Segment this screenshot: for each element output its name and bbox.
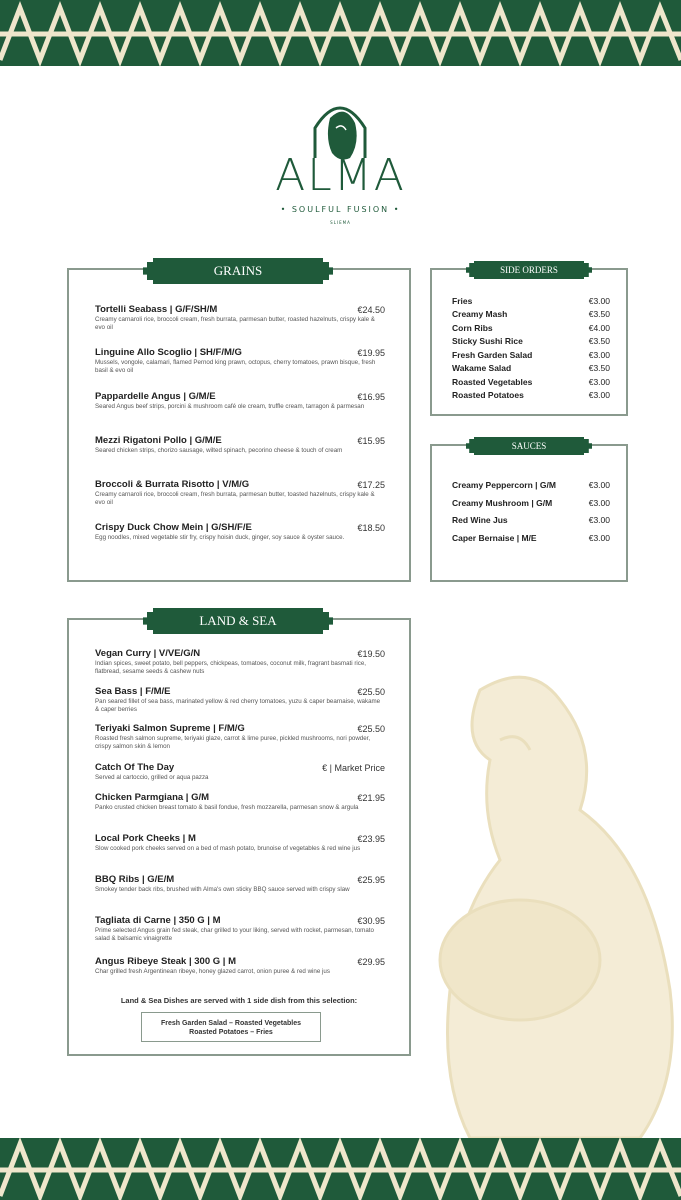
item-desc: Pan seared fillet of sea bass, marinated yellow & red cherry tomatoes, yuzu & caper bearnaise, wakame & caper berries [95, 698, 381, 713]
list-item [452, 515, 610, 525]
item-price: €17.25 [357, 480, 385, 490]
sauces-section [430, 441, 628, 582]
item-desc: Egg noodles, mixed vegetable stir fry, crispy hoisin duck, ginger, soy sauce & oyster sauce. [95, 534, 345, 541]
list-item [452, 309, 610, 319]
item-desc: Panko crusted chicken breast tomato & basil fondue, fresh mozzarella, parmesan snow & argula [95, 804, 359, 811]
grains-section [67, 263, 411, 582]
item-name: Corn Ribs [452, 323, 493, 333]
item-name: Teriyaki Salmon Supreme | F/M/G [95, 723, 245, 734]
item-price: €30.95 [357, 916, 385, 926]
item-name: Sticky Sushi Rice [452, 336, 523, 346]
item-desc: Mussels, vongole, calamari, flamed Pernod king prawn, octopus, cherry tomatoes, prawn bisque, fresh basil & evo oil [95, 359, 376, 374]
item-desc: Indian spices, sweet potato, bell peppers, chickpeas, tomatoes, coconut milk, fragrant basmati rice, flatbread, sesame seeds & cashew nuts [95, 660, 367, 675]
item-price: €25.50 [357, 687, 385, 697]
list-item [95, 391, 385, 411]
list-item [95, 915, 385, 943]
item-name: Sea Bass | F/M/E [95, 686, 171, 697]
item-price: €3.00 [588, 390, 610, 400]
item-price: €3.00 [588, 515, 610, 525]
list-item [95, 833, 385, 853]
brand-location: SLIEMA [330, 220, 351, 225]
list-item [95, 435, 385, 455]
item-price: €3.00 [588, 498, 610, 508]
item-name: Caper Bernaise | M/E [452, 533, 537, 543]
cockatoo-watermark-icon [410, 660, 681, 1138]
item-price: €25.95 [357, 875, 385, 885]
item-price: €3.00 [588, 296, 610, 306]
item-price: €23.95 [357, 834, 385, 844]
item-name: Roasted Vegetables [452, 377, 533, 387]
item-name: Tortelli Seabass | G/F/SH/M [95, 304, 218, 315]
top-pattern-band [0, 0, 681, 66]
item-name: Red Wine Jus [452, 515, 508, 525]
item-name: Tagliata di Carne | 350 G | M [95, 915, 221, 926]
item-price: €4.00 [588, 323, 610, 333]
item-name: Catch Of The Day [95, 762, 175, 773]
item-price: €3.50 [588, 336, 610, 346]
item-price: €3.00 [588, 480, 610, 490]
item-price: €21.95 [357, 793, 385, 803]
item-desc: Smokey tender back ribs, brushed with Alma's own sticky BBQ sauce served with crispy slaw [95, 886, 350, 893]
land-sea-title: LAND & SEA [153, 608, 323, 634]
list-item [452, 350, 610, 360]
item-name: Creamy Peppercorn | G/M [452, 480, 556, 490]
list-item [452, 480, 610, 490]
item-price: €3.00 [588, 533, 610, 543]
selection-line: Roasted Potatoes – Fries [189, 1029, 273, 1036]
item-desc: Creamy carnaroli rice, broccoli cream, fresh burrata, parmesan butter, toasted hazelnuts, crispy kale & evo oil [95, 491, 375, 506]
item-price: €16.95 [357, 392, 385, 402]
list-item [95, 956, 385, 976]
item-desc: Served al cartoccio, grilled or aqua pazza [95, 774, 209, 781]
list-item [95, 479, 385, 507]
item-desc: Prime selected Angus grain fed steak, char grilled to your liking, served with rocket, parmesan, tomato salad & balsamic vinaigrette [95, 927, 374, 942]
list-item [452, 323, 610, 333]
item-price: €24.50 [357, 305, 385, 315]
list-item [95, 648, 385, 676]
list-item [95, 522, 385, 542]
list-item [95, 304, 385, 332]
item-name: BBQ Ribs | G/E/M [95, 874, 175, 885]
item-price: €3.00 [588, 377, 610, 387]
item-price: €3.50 [588, 309, 610, 319]
item-name: Wakame Salad [452, 363, 512, 373]
brand-name: ALMA [275, 150, 406, 201]
item-desc: Creamy carnaroli rice, broccoli cream, fresh burrata, parmesan butter, roasted hazelnuts, crispy kale & evo oil [95, 316, 375, 331]
item-desc: Char grilled fresh Argentinean ribeye, honey glazed carrot, onion puree & red wine jus [95, 968, 330, 975]
item-name: Roasted Potatoes [452, 390, 524, 400]
list-item [95, 792, 385, 812]
side-orders-section [430, 265, 628, 416]
item-name: Creamy Mushroom | G/M [452, 498, 553, 508]
list-item [452, 498, 610, 508]
item-price: €18.50 [357, 523, 385, 533]
item-price: €29.95 [357, 957, 385, 967]
bottom-pattern-band [0, 1138, 681, 1200]
list-item [452, 296, 610, 306]
item-desc: Seared chicken strips, chorizo sausage, wilted spinach, pecorino cheese & touch of cream [95, 447, 343, 454]
list-item [95, 874, 385, 894]
item-name: Fries [452, 296, 473, 306]
side-orders-title: SIDE ORDERS [474, 261, 584, 279]
item-name: Vegan Curry | V/VE/G/N [95, 648, 201, 659]
list-item [452, 390, 610, 400]
selection-line: Fresh Garden Salad – Roasted Vegetables [160, 1020, 302, 1027]
brand-tagline: • SOULFUL FUSION • [280, 205, 401, 214]
item-price: €3.50 [588, 363, 610, 373]
item-name: Pappardelle Angus | G/M/E [95, 391, 216, 402]
item-name: Creamy Mash [452, 309, 508, 319]
item-name: Crispy Duck Chow Mein | G/SH/F/E [95, 522, 252, 533]
side-selection-note: Land & Sea Dishes are served with 1 side dish from this selection: [120, 996, 358, 1005]
grains-title: GRAINS [153, 258, 323, 284]
item-price: €15.95 [357, 436, 385, 446]
item-price: €19.50 [357, 649, 385, 659]
list-item [452, 377, 610, 387]
land-sea-section [67, 613, 411, 1056]
list-item [95, 686, 385, 714]
item-name: Chicken Parmgiana | G/M [95, 792, 210, 803]
item-desc: Slow cooked pork cheeks served on a bed of mash potato, brunoise of vegetables & red wine jus [95, 845, 361, 852]
item-name: Local Pork Cheeks | M [95, 833, 196, 844]
list-item [452, 363, 610, 373]
item-name: Angus Ribeye Steak | 300 G | M [95, 956, 237, 967]
list-item [452, 336, 610, 346]
item-desc: Seared Angus beef strips, porcini & mushroom café ole cream, truffle cream, tarragon & parmesan [95, 403, 365, 410]
sauces-title: SAUCES [474, 437, 584, 455]
item-name: Linguine Allo Scoglio | SH/F/M/G [95, 347, 242, 358]
item-price: €3.00 [588, 350, 610, 360]
item-desc: Roasted fresh salmon supreme, teriyaki glaze, carrot & lime puree, pickled mushrooms, nori powder, crispy salmon skin & lemon [95, 735, 371, 750]
list-item [95, 347, 385, 375]
item-name: Mezzi Rigatoni Pollo | G/M/E [95, 435, 222, 446]
item-name: Broccoli & Burrata Risotto | V/M/G [95, 479, 250, 490]
item-price: € | Market Price [322, 763, 385, 773]
item-price: €25.50 [357, 724, 385, 734]
list-item [95, 723, 385, 751]
item-price: €19.95 [357, 348, 385, 358]
item-name: Fresh Garden Salad [452, 350, 533, 360]
list-item [452, 533, 610, 543]
side-selection-box [141, 1012, 321, 1042]
